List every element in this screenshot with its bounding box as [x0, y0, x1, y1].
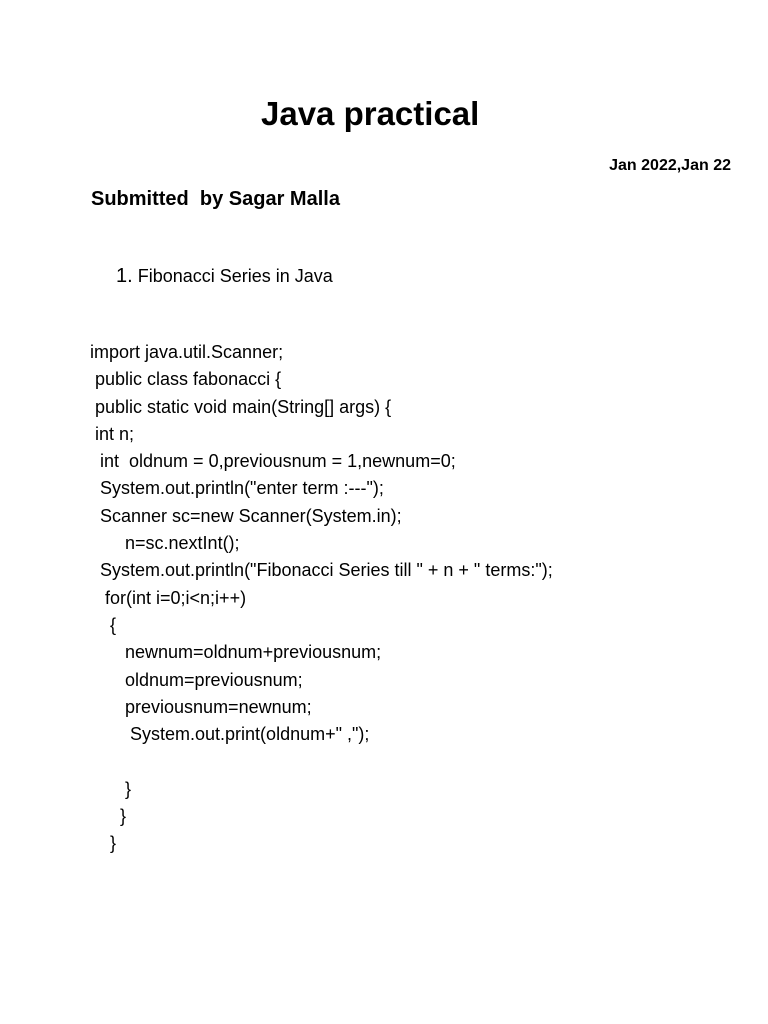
code-line: int n; [90, 423, 135, 444]
section-title: Fibonacci Series in Java [137, 266, 333, 286]
code-line: } [90, 833, 117, 854]
code-line: previousnum=newnum; [90, 696, 312, 717]
submitted-by: Submitted by Sagar Malla [91, 188, 340, 210]
code-line: oldnum=previousnum; [90, 669, 303, 690]
section-number: 1. [116, 265, 133, 287]
code-line: public class fabonacci { [90, 369, 282, 390]
code-line: Scanner sc=new Scanner(System.in); [90, 505, 402, 526]
code-line: newnum=oldnum+previousnum; [90, 642, 382, 663]
code-line: public static void main(String[] args) { [90, 396, 392, 417]
code-line: System.out.println("Fibonacci Series till " + n + " terms:"); [90, 560, 553, 581]
code-line: System.out.println("enter term :---"); [90, 478, 384, 499]
code-line: { [90, 614, 117, 635]
code-line: import java.util.Scanner; [90, 342, 284, 362]
section-heading [116, 264, 333, 288]
code-line: } [90, 778, 132, 799]
code-line [90, 748, 553, 775]
code-line: for(int i=0;i<n;i++) [90, 587, 247, 608]
document-title: Java practical [261, 95, 480, 132]
document-date: Jan 2022,Jan 22 [609, 157, 731, 174]
code-line: n=sc.nextInt(); [90, 533, 240, 554]
code-line: } [90, 806, 127, 827]
code-line: int oldnum = 0,previousnum = 1,newnum=0; [90, 451, 456, 472]
code-line: System.out.print(oldnum+" ,"); [90, 724, 370, 745]
code-block [90, 339, 553, 858]
